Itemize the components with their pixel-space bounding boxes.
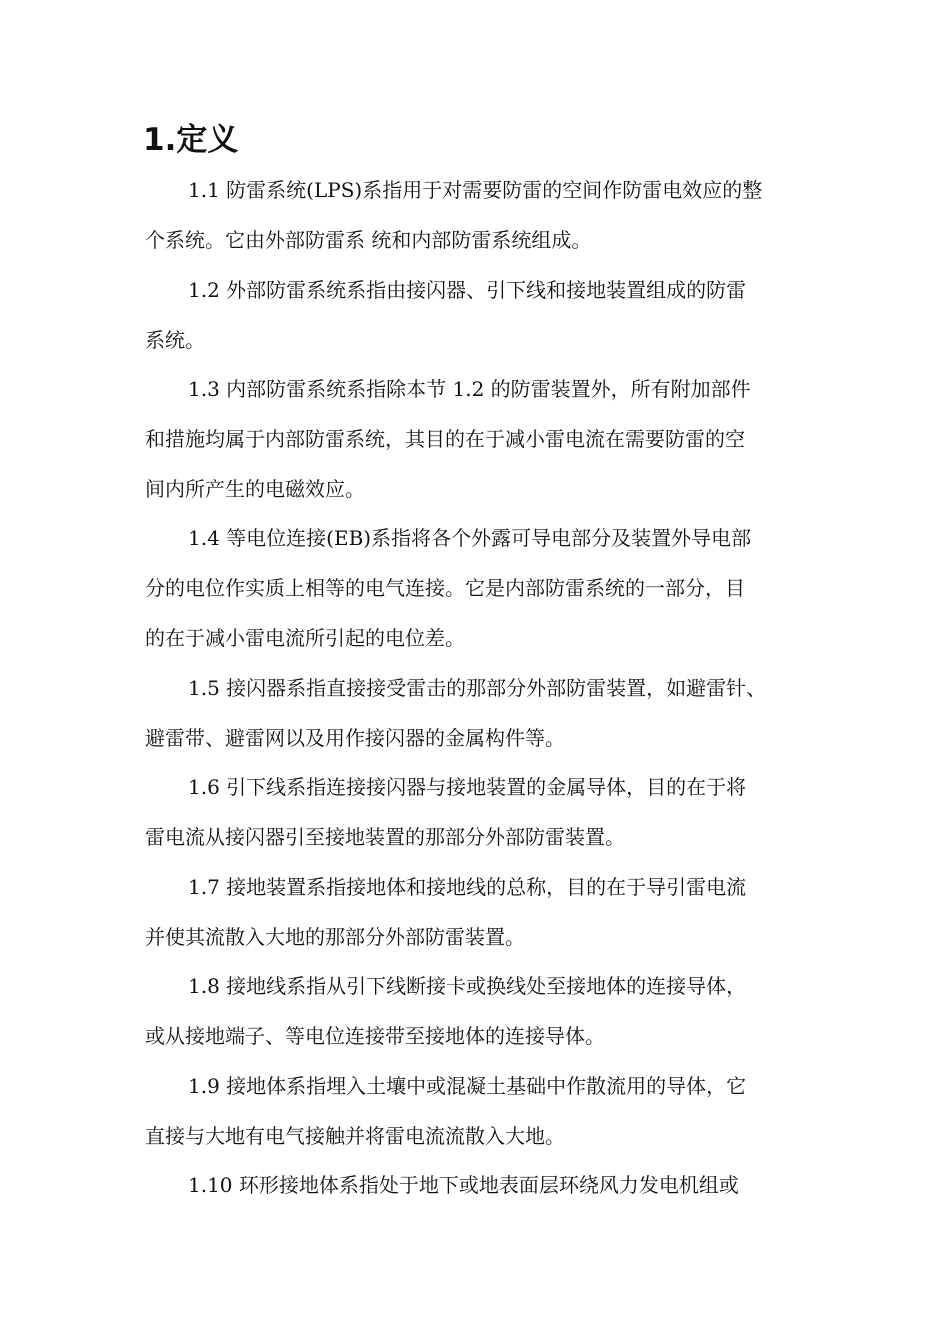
paragraph-1-4-line-1: 1.4 等电位连接(EB)系指将各个外露可导电部分及装置外导电部 <box>188 526 752 550</box>
paragraph-1-6-line-2: 雷电流从接闪器引至接地装置的那部分外部防雷装置。 <box>145 825 625 849</box>
paragraph-1-9-line-2: 直接与大地有电气接触并将雷电流流散入大地。 <box>145 1124 565 1148</box>
section-heading: 1.定义 <box>143 122 239 158</box>
paragraph-1-7-line-2: 并使其流散入大地的那部分外部防雷装置。 <box>145 925 525 949</box>
paragraph-1-4-line-2: 分的电位作实质上相等的电气连接。它是内部防雷系统的一部分，目 <box>145 576 745 600</box>
paragraph-1-4-line-3: 的在于减小雷电流所引起的电位差。 <box>145 626 465 650</box>
paragraph-1-2-line-2: 系统。 <box>145 328 205 352</box>
paragraph-1-3-line-3: 间内所产生的电磁效应。 <box>145 477 365 501</box>
paragraph-1-5-line-2: 避雷带、避雷网以及用作接闪器的金属构件等。 <box>145 726 565 750</box>
paragraph-1-1-line-2: 个系统。它由外部防雷系 统和内部防雷系统组成。 <box>145 228 592 252</box>
paragraph-1-9-line-1: 1.9 接地体系指埋入土壤中或混凝土基础中作散流用的导体，它 <box>188 1074 747 1098</box>
paragraph-1-8-line-1: 1.8 接地线系指从引下线断接卡或换线处至接地体的连接导体， <box>188 974 747 998</box>
paragraph-1-8-line-2: 或从接地端子、等电位连接带至接地体的连接导体。 <box>145 1024 605 1048</box>
paragraph-1-6-line-1: 1.6 引下线系指连接接闪器与接地装置的金属导体，目的在于将 <box>188 775 747 799</box>
paragraph-1-3-line-1: 1.3 内部防雷系统系指除本节 1.2 的防雷装置外，所有附加部件 <box>188 377 751 401</box>
paragraph-1-7-line-1: 1.7 接地装置系指接地体和接地线的总称，目的在于导引雷电流 <box>188 875 747 899</box>
paragraph-1-1-line-1: 1.1 防雷系统(LPS)系指用于对需要防雷的空间作防雷电效应的整 <box>188 178 763 202</box>
paragraph-1-10-line-1: 1.10 环形接地体系指处于地下或地表面层环绕风力发电机组或 <box>188 1173 739 1197</box>
paragraph-1-5-line-1: 1.5 接闪器系指直接接受雷击的那部分外部防雷装置，如避雷针、 <box>188 676 767 700</box>
paragraph-1-3-line-2: 和措施均属于内部防雷系统，其目的在于减小雷电流在需要防雷的空 <box>145 427 745 451</box>
paragraph-1-2-line-1: 1.2 外部防雷系统系指由接闪器、引下线和接地装置组成的防雷 <box>188 278 747 302</box>
